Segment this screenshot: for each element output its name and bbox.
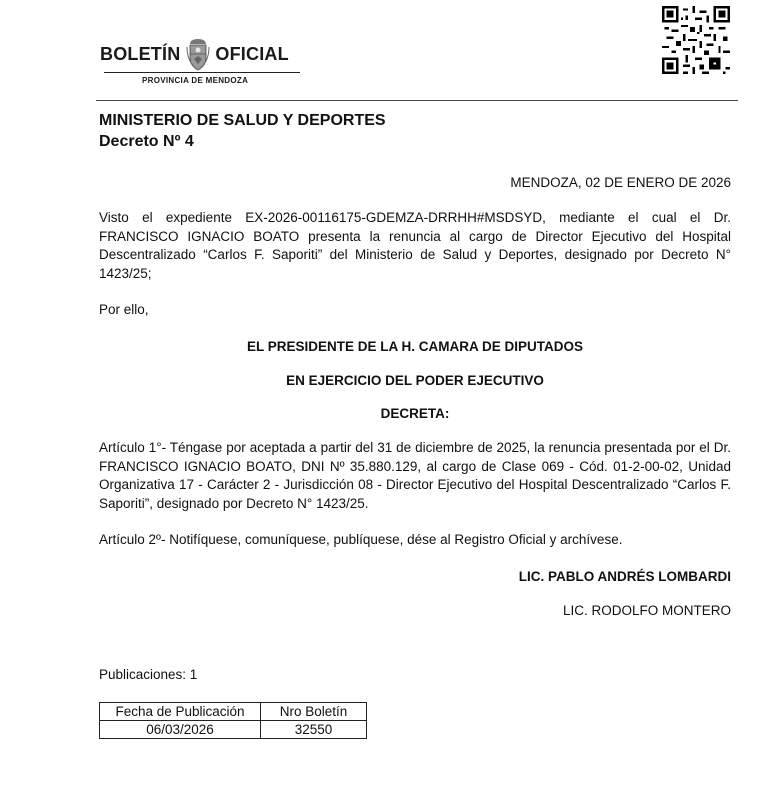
- publication-table: [99, 702, 367, 739]
- por-ello-text: Por ello,: [99, 302, 149, 318]
- page-header: [0, 0, 765, 100]
- table-row: [100, 721, 367, 739]
- coat-of-arms-icon: [185, 37, 211, 71]
- president-heading: EL PRESIDENTE DE LA H. CAMARA DE DIPUTADOS: [246, 338, 584, 354]
- visto-paragraph: Visto el expediente EX-2026-00116175-GDEMZA-DRRHH#MSDSYD, mediante el cual el Dr. FRANCISCO IGNACIO BOATO presenta la renuncia al cargo de Director Ejecutivo del Hospital Descentralizado “Carlos F. Saporiti” del Ministerio de Salud y Deportes, designado por Decreto N° 1423/25;: [99, 210, 731, 281]
- date-line: MENDOZA, 02 DE ENERO DE 2026: [510, 175, 731, 190]
- signatory-1: LIC. PABLO ANDRÉS LOMBARDI: [518, 568, 731, 584]
- cell-fecha: 06/03/2026: [100, 721, 261, 739]
- logo-divider: [104, 72, 300, 73]
- qr-code-icon[interactable]: [662, 6, 730, 74]
- column-header-fecha: Fecha de Publicación: [100, 703, 261, 721]
- signatory-2: LIC. RODOLFO MONTERO: [562, 602, 731, 618]
- column-header-nro: Nro Boletín: [261, 703, 367, 721]
- decreta-heading: DECRETA:: [380, 405, 450, 421]
- boletin-oficial-logo: [100, 34, 305, 90]
- article-1: Artículo 1°- Téngase por aceptada a partir del 31 de diciembre de 2025, la renuncia presentada por el Dr. FRANCISCO IGNACIO BOATO, DNI Nº 35.880.129, al cargo de Clase 069 - Cód. 01-2-00-02, Unidad Organizativa 17 - Carácter 2 - Jurisdicción 08 - Director Ejecutivo del Hospital Descentralizado “Carlos F. Saporiti”, designado por Decreto N° 1423/25.: [99, 439, 731, 511]
- decree-number: Decreto Nº 4: [99, 133, 194, 150]
- header-divider: [96, 100, 738, 101]
- decree-document: [99, 110, 731, 618]
- logo-word-left: BOLETÍN: [100, 43, 181, 64]
- logo-word-right: OFICIAL: [215, 43, 289, 64]
- logo-subtitle: PROVINCIA DE MENDOZA: [142, 76, 249, 85]
- cell-nro: 32550: [261, 721, 367, 739]
- table-header-row: [100, 703, 367, 721]
- executive-heading: EN EJERCICIO DEL PODER EJECUTIVO: [286, 372, 544, 388]
- ministry-title: MINISTERIO DE SALUD Y DEPORTES: [99, 112, 386, 129]
- article-2: Artículo 2º- Notifíquese, comuníquese, publíquese, dése al Registro Oficial y archívese.: [99, 532, 623, 548]
- publications-count: Publicaciones: 1: [99, 667, 198, 682]
